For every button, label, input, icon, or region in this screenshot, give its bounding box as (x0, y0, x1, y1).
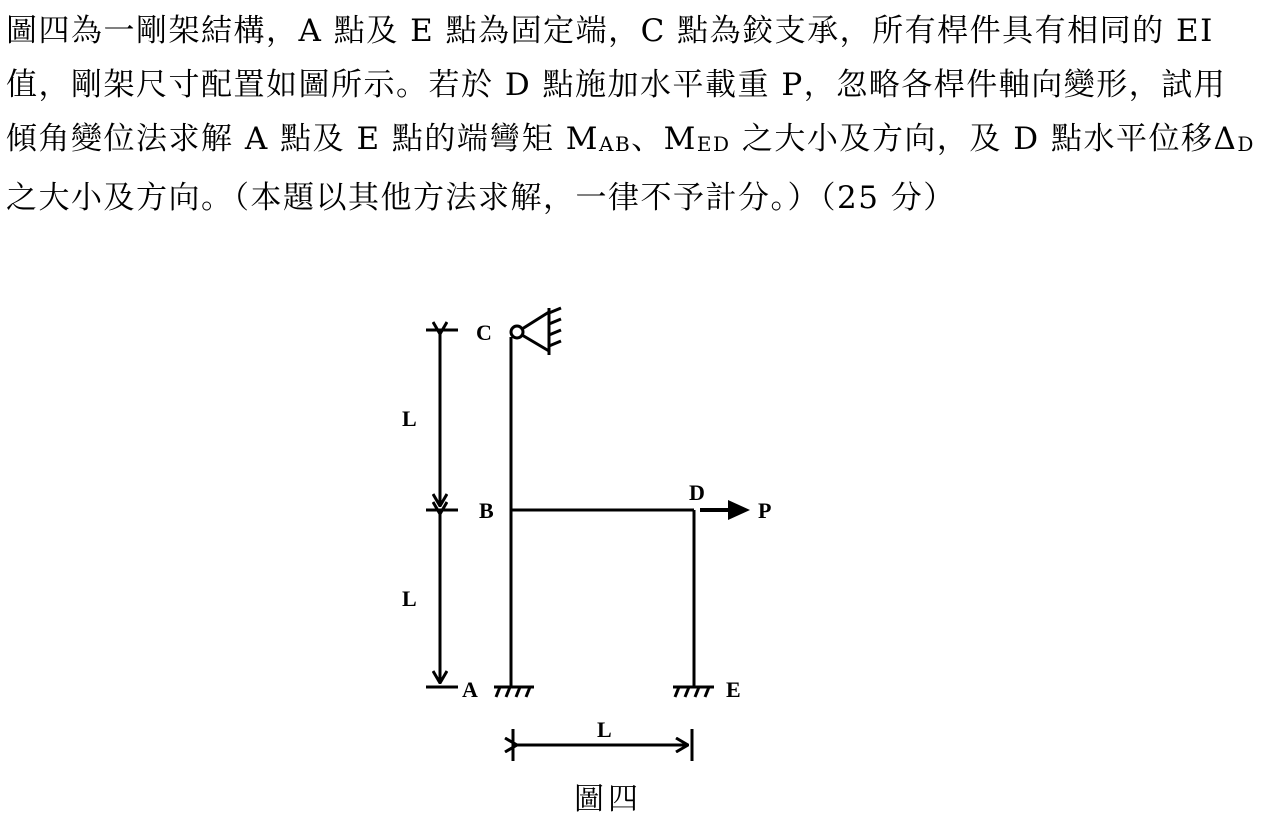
fixed-support-e (673, 687, 714, 697)
label-c: C (476, 320, 492, 345)
label-e: E (726, 677, 741, 702)
hinge-circle (511, 326, 523, 338)
frame-members (511, 337, 694, 687)
problem-text-part3: 之大小及方向，及 D 點水平位移Δ (730, 121, 1238, 157)
node-labels (402, 320, 771, 742)
label-d: D (689, 480, 705, 505)
pin-support-c (511, 308, 561, 355)
label-a: A (462, 677, 478, 702)
fixed-support-a (494, 687, 534, 697)
label-b: B (479, 498, 494, 523)
figure-caption: 圖四 (574, 782, 642, 817)
problem-text-part1: 圖四為一剛架結構，A 點及 E 點為固定端，C 點為鉸支承，所有桿件具有相同的 EI 值，剛架尺寸配置如圖所示。若於 D 點施加水平載重 P，忽略各桿件軸向變形，試用傾角變位法求解 A 點及 E 點的端彎矩 M (6, 13, 1227, 157)
displacement-subscript-d: D (1237, 132, 1255, 156)
moment-subscript-ab: AB (599, 132, 632, 156)
label-l-upper: L (402, 406, 417, 431)
problem-text-part4: 之大小及方向。（本題以其他方法求解，一律不予計分。）（25 分） (6, 180, 956, 216)
moment-subscript-ed: ED (696, 132, 731, 156)
label-l-lower: L (402, 586, 417, 611)
label-l-horizontal: L (597, 717, 612, 742)
load-arrow-p (700, 500, 750, 520)
problem-text-part2: 、M (631, 121, 697, 157)
label-p: P (758, 498, 772, 523)
